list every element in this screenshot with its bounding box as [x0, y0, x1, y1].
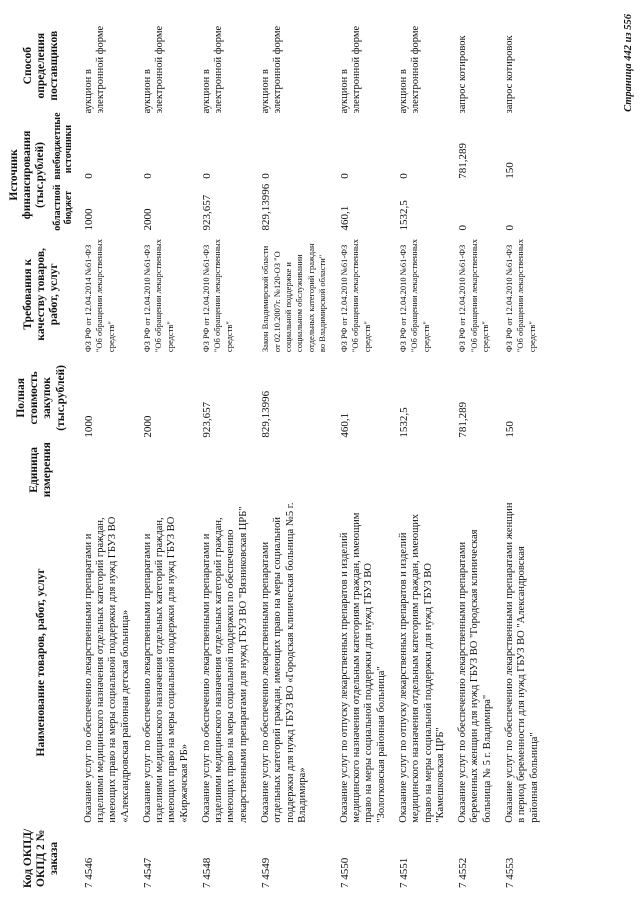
table-row — [254, 15, 333, 891]
header-name: Наименование товаров, работ, услуг — [34, 568, 47, 757]
row-unit — [392, 441, 451, 500]
row-unit — [498, 441, 545, 500]
table-row — [333, 15, 392, 891]
row-funding-other: 0 — [260, 173, 273, 179]
row-method: аукцион в электронной форме — [338, 25, 363, 114]
row-name: Оказание услуг по обеспечению лекарственными препаратами и изделиями медицинского назначения отдельных категорий граждан, имеющих право на меры социальной поддержки для нужд ГБУЗ ВО «Александровская районная детская больница» — [82, 516, 131, 823]
row-total: 1000 — [82, 415, 95, 438]
header-code: Код ОКПД/ ОКПД 2 № заказа — [21, 828, 60, 888]
row-funding-regional: 0 — [503, 224, 516, 231]
header-funding-regional: областной бюджет — [51, 184, 75, 231]
row-total: 460,1 — [338, 412, 351, 438]
row-code: 7 4549 — [260, 857, 273, 888]
page-number: Страница 442 из 556 — [623, 14, 634, 112]
row-funding-regional: 2000 — [141, 208, 154, 231]
row-unit — [136, 441, 195, 500]
row-funding-regional: 923,657 — [200, 194, 213, 231]
row-requirements: ФЗ РФ от 12.04.2010 №61-ФЗ "Об обращении лекарственных средств" — [338, 239, 372, 353]
row-name: Оказание услуг по обеспечению лекарственными препаратами женщин в период беременности для нужд ГБУЗ ВО "Александровская районная больница" — [503, 502, 540, 823]
table-row — [498, 15, 545, 891]
row-total: 1532,5 — [397, 407, 410, 438]
row-funding-regional: 460,1 — [338, 205, 351, 231]
row-funding-other: 0 — [82, 173, 95, 179]
row-requirements: ФЗ РФ от 12.04.2010 №61-ФЗ "Об обращении лекарственных средств" — [503, 239, 537, 353]
row-name: Оказание услуг по обеспечению лекарственными препаратами отдельных категорий граждан, имеющих право на меры социальной поддержки для нужд ГБУЗ ВО «Городская клиническая больница №5 г. Владимира» — [260, 502, 308, 823]
row-method: аукцион в электронной форме — [397, 25, 422, 114]
table-body — [77, 15, 545, 891]
header-total: Полная стоимость закупок (тыс.рублей) — [14, 364, 67, 431]
header-funding: Источник финансирования (тыс.рублей) — [8, 130, 47, 220]
row-funding-regional: 829,13996 — [260, 183, 273, 231]
row-method: аукцион в электронной форме — [141, 25, 166, 114]
row-funding-other: 0 — [397, 173, 410, 179]
row-code: 7 4546 — [82, 857, 95, 888]
row-total: 2000 — [141, 415, 154, 438]
procurement-table — [6, 15, 545, 891]
row-funding-other: 0 — [141, 173, 154, 179]
row-code: 7 4547 — [141, 857, 154, 888]
table-row — [392, 15, 451, 891]
table-row — [451, 15, 498, 891]
row-method: аукцион в электронной форме — [200, 25, 225, 114]
row-code: 7 4551 — [397, 857, 410, 888]
header-method: Способ определения поставщиков — [21, 30, 60, 101]
row-unit — [451, 441, 498, 500]
row-name: Оказание услуг по обеспечению лекарственными препаратами и изделиями медицинского назначения отдельных категорий граждан, имеющих право на меры социальной поддержки для нужд ГБУЗ ВО «Киржачская РБ» — [141, 516, 190, 823]
row-total: 923,657 — [200, 401, 213, 438]
table-row — [195, 15, 254, 891]
row-unit — [254, 441, 333, 500]
row-code: 7 4552 — [457, 857, 470, 888]
row-code: 7 4553 — [503, 857, 516, 888]
row-unit — [195, 441, 254, 500]
row-unit — [77, 441, 136, 500]
row-funding-other: 0 — [200, 173, 213, 179]
row-funding-regional: 1000 — [82, 208, 95, 231]
row-requirements: ФЗ РФ от 12.04.2014 №61-ФЗ "Об обращении лекарственных средств" — [82, 239, 116, 353]
row-funding-other: 0 — [338, 173, 351, 179]
table-row — [77, 15, 136, 891]
header-row — [6, 15, 50, 891]
row-code: 7 4550 — [338, 857, 351, 888]
row-total: 829,13996 — [260, 390, 273, 438]
row-total: 150 — [503, 421, 516, 438]
row-method: аукцион в электронной форме — [82, 25, 106, 114]
row-requirements: ФЗ РФ от 12.04.2010 №61-ФЗ "Об обращении лекарственных средств" — [141, 239, 175, 353]
row-requirements: ФЗ РФ от 12.04.2010 №61-ФЗ "Об обращении лекарственных средств" — [397, 239, 431, 353]
row-funding-regional: 0 — [457, 224, 470, 231]
row-name: Оказание услуг по обеспечению лекарственными препаратами и изделиями медицинского назначения отдельных категорий граждан, имеющих право на меры социальной поддержки по обеспечению лекарственными препаратами для нужд ГБУЗ ВО "Вязниковская ЦРБ" — [200, 506, 249, 823]
row-name: Оказание услуг по отпуску лекарственных препаратов и изделий медицинского назначения отдельным категориям граждан, имеющих право на меры социальной поддержки для нужд ГБУЗ ВО "Камешковская ЦРБ" — [397, 513, 446, 823]
header-funding-other: внебюджетные источники — [51, 112, 75, 180]
row-requirements: ФЗ РФ от 12.04.2010 №61-ФЗ "Об обращении лекарственных средств" — [457, 239, 491, 353]
row-name: Оказание услуг по отпуску лекарственных препаратов и изделий медицинского назначения отдельным категориям граждан, имеющим право на меры социальной поддержки для нужд ГБУЗ ВО "Золотковская районная больница" — [338, 512, 387, 823]
row-funding-regional: 1532,5 — [397, 200, 410, 231]
table-row — [136, 15, 195, 891]
row-unit — [333, 441, 392, 500]
row-method: запрос котировок — [457, 35, 469, 114]
row-method: запрос котировок — [503, 35, 515, 114]
row-funding-other: 150 — [503, 162, 516, 179]
row-funding-other: 781,289 — [457, 142, 470, 179]
row-requirements: Закон Владимирской области от 02.10.2007г. №120-ОЗ "О социальной поддержке и социальном обслуживании отдельных категорий граждан во Владимирской области" — [260, 243, 328, 353]
row-total: 781,289 — [457, 401, 470, 438]
row-requirements: ФЗ РФ от 12.04.2010 №61-ФЗ "Об обращении лекарственных средств" — [200, 239, 234, 353]
row-code: 7 4548 — [200, 857, 213, 888]
header-unit: Единица измерения — [28, 442, 54, 498]
row-method: аукцион в электронной форме — [260, 25, 284, 114]
row-name: Оказание услуг по обеспечению лекарственными препаратами беременных женщин для нужд ГБУЗ ВО "Городская клиническая больница № 5 г. Владимира" — [457, 529, 493, 823]
header-requirements: Требования к качеству товаров, работ, услуг — [21, 248, 60, 341]
